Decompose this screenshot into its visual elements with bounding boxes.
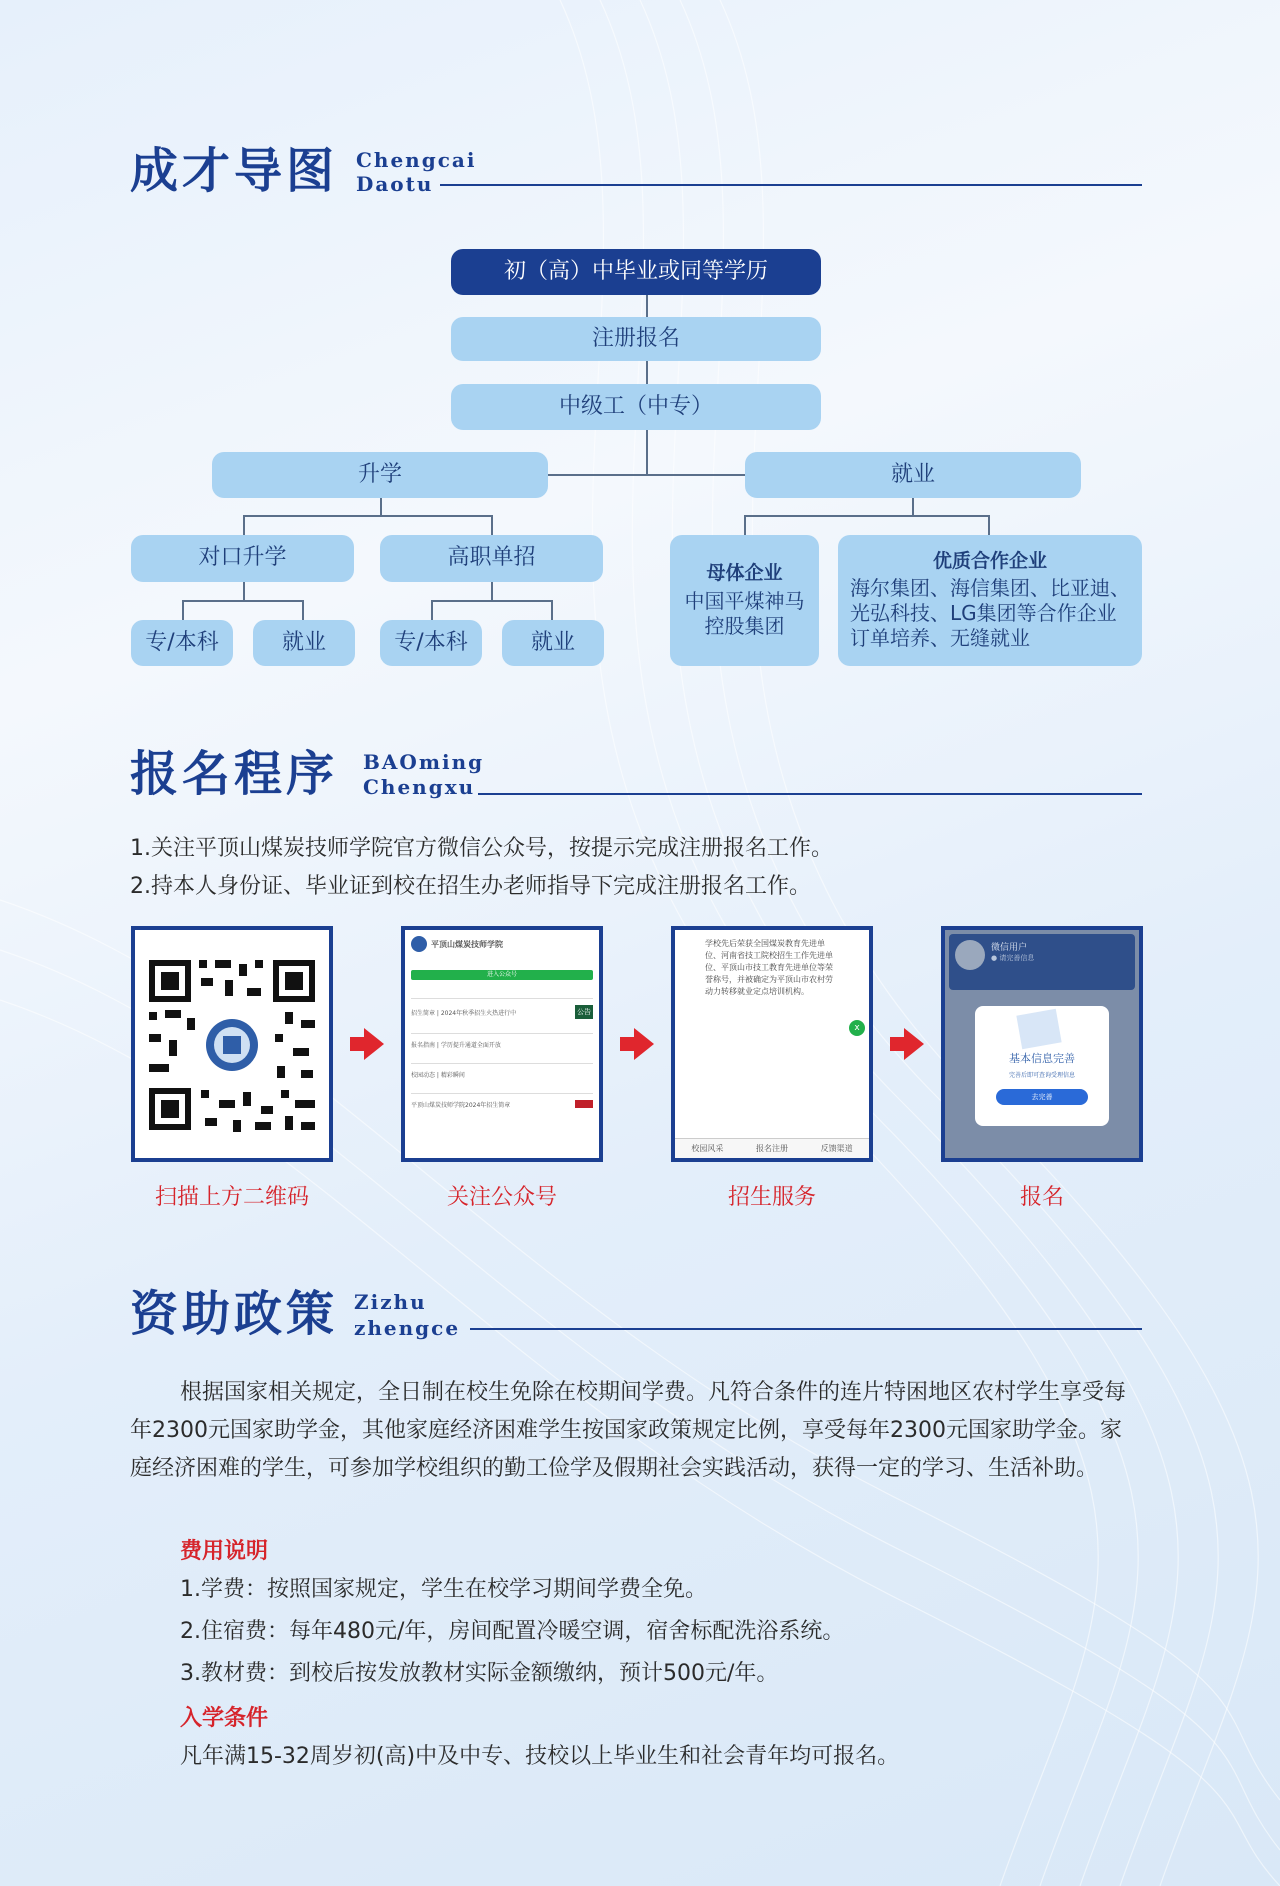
section-subtitle-1: Zizhu: [354, 1290, 427, 1314]
condition-heading: 入学条件: [180, 1706, 269, 1731]
muti-body: 中国平煤神马控股集团: [684, 588, 805, 638]
card-sub: 完善后即可查询受理信息: [1008, 1072, 1075, 1079]
info-card: [975, 1006, 1109, 1126]
youzhi-title: 优质合作企业: [932, 549, 1047, 572]
section-title-chengcai: 成才导图: [130, 143, 339, 199]
section-subtitle-2: Chengxu: [363, 775, 476, 799]
card-title: 基本信息完善: [1009, 1052, 1075, 1065]
procedure-line-2: 2.持本人身份证、毕业证到校在招生办老师指导下完成注册报名工作。: [130, 874, 811, 899]
section-title-baoming: 报名程序: [130, 746, 339, 802]
section-subtitle-1: Chengcai: [356, 148, 477, 172]
flow-box-muti: [670, 535, 819, 666]
flow-box-jiuye-2: 就业: [502, 620, 604, 666]
section-divider: [470, 1328, 1142, 1330]
flow-box-duikou: 对口升学: [131, 535, 354, 582]
user-hint: ● 请完善信息: [991, 954, 1035, 962]
close-icon[interactable]: x: [849, 1020, 865, 1036]
list-item[interactable]: 平顶山煤炭技师学院2024年招生简章: [411, 1093, 593, 1109]
section-subtitle-2: zhengce: [354, 1316, 461, 1340]
step-label: 扫描上方二维码: [154, 1185, 309, 1210]
qr-code: [135, 930, 329, 1158]
flow-box-top: 初（高）中毕业或同等学历: [451, 249, 821, 295]
step-label: 报名: [1019, 1185, 1064, 1210]
flow-box-jiuye-1: 就业: [253, 620, 355, 666]
fee-heading: 费用说明: [180, 1539, 269, 1564]
flow-box-employ: 就业: [745, 452, 1081, 498]
avatar: [955, 940, 985, 970]
official-account-screenshot[interactable]: [401, 926, 603, 1162]
register-screenshot[interactable]: [941, 926, 1143, 1162]
bottom-menu: [675, 1138, 869, 1158]
notice-badge: 公告: [575, 1005, 593, 1019]
menu-tab[interactable]: 校园风采: [691, 1144, 724, 1153]
user-name: 微信用户: [991, 943, 1028, 953]
qr-code-frame[interactable]: [131, 926, 333, 1162]
flow-box-mid: 中级工（中专）: [451, 384, 821, 430]
account-name: 平顶山煤炭技师学院: [431, 939, 503, 949]
section-divider: [440, 184, 1142, 186]
policy-paragraph: 根据国家相关规定，全日制在校生免除在校期间学费。凡符合条件的连片特困地区农村学生享受每年2300元国家助学金，其他家庭经济困难学生按国家政策规定比例，享受每年2300元国家助学金。家庭经济困难的学生，可参加学校组织的勤工俭学及假期社会实践活动，获得一定的学习、生活补助。: [130, 1380, 1127, 1481]
step-label: 招生服务: [727, 1185, 816, 1210]
condition-text: 凡年满15-32周岁初(高)中及中专、技校以上毕业生和社会青年均可报名。: [180, 1744, 900, 1769]
fee-item: 1.学费：按照国家规定，学生在校学习期间学费全免。: [180, 1577, 707, 1602]
fee-item: 2.住宿费：每年480元/年，房间配置冷暖空调，宿舍标配洗浴系统。: [180, 1619, 845, 1644]
section-divider: [478, 793, 1142, 795]
youzhi-body: 海尔集团、海信集团、比亚迪、光弘科技、LG集团等合作企业订单培养、无缝就业: [850, 576, 1130, 651]
fee-item: 3.教材费：到校后按发放教材实际金额缴纳，预计500元/年。: [180, 1661, 779, 1686]
account-avatar: [411, 936, 427, 952]
menu-tab[interactable]: 报名注册: [755, 1144, 788, 1153]
article-text: 学校先后荣获全国煤炭教育先进单位、河南省技工院校招生工作先进单位、平顶山市技工教育先进单位等荣誉称号，并被确定为平顶山市农村劳动力转移就业定点培训机构。: [705, 939, 833, 996]
enter-account-button[interactable]: 进入公众号: [411, 970, 593, 980]
step-label: 关注公众号: [446, 1185, 557, 1210]
complete-info-button[interactable]: 去完善: [996, 1089, 1088, 1105]
flow-box-zhuanben-2: 专/本科: [380, 620, 482, 666]
list-item[interactable]: 招生简章 | 2024年秋季招生火热进行中 公告: [411, 998, 593, 1019]
user-header: [949, 934, 1135, 990]
procedure-line-1: 1.关注平顶山煤炭技师学院官方微信公众号，按提示完成注册报名工作。: [130, 836, 833, 861]
flow-box-register: 注册报名: [451, 317, 821, 361]
flow-box-further: 升学: [212, 452, 548, 498]
section-title-zizhu: 资助政策: [130, 1286, 339, 1342]
flow-box-gaozhi: 高职单招: [380, 535, 603, 582]
menu-tab[interactable]: 反馈渠道: [820, 1144, 853, 1153]
section-subtitle-2: Daotu: [356, 172, 434, 196]
flow-box-zhuanben-1: 专/本科: [131, 620, 233, 666]
section-subtitle-1: BAOming: [363, 750, 485, 774]
muti-title: 母体企业: [706, 562, 783, 585]
list-item[interactable]: 校园动态 | 精彩瞬间: [411, 1063, 593, 1079]
flow-box-youzhi: [838, 535, 1142, 666]
document-icon: [1016, 1009, 1061, 1049]
list-item[interactable]: 报名指南 | 学历提升通道全面开放: [411, 1033, 593, 1049]
enrollment-service-screenshot[interactable]: [671, 926, 873, 1162]
